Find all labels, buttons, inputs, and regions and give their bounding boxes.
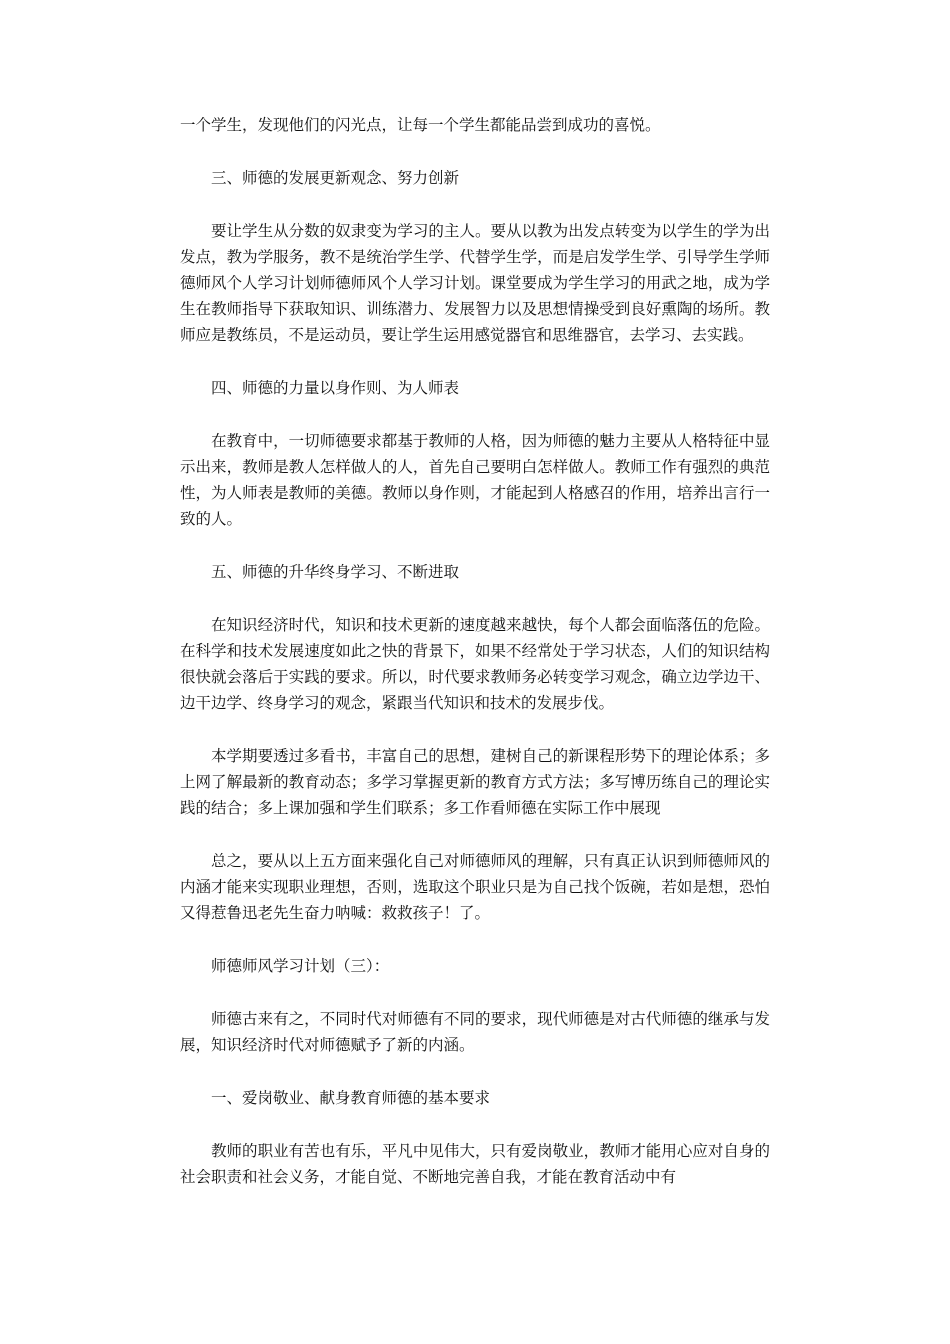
paragraph: 在知识经济时代，知识和技术更新的速度越来越快，每个人都会面临落伍的危险。在科学和技术发展速度如此之快的背景下，如果不经常处于学习状态，人们的知识结构很快就会落后于实践的要求。所以，时代要求教师务必转变学习观念，确立边学边干、边干边学、终身学习的观念，紧跟当代知识和技术的发展步伐。 [180,616,770,712]
paragraph-continued: 一个学生，发现他们的闪光点，让每一个学生都能品尝到成功的喜悦。 [180,116,661,134]
paragraph: 教师的职业有苦也有乐，平凡中见伟大，只有爱岗敬业，教师才能用心应对自身的社会职责和社会义务，才能自觉、不断地完善自我，才能在教育活动中有 [180,1142,770,1186]
paragraph: 师德古来有之，不同时代对师德有不同的要求，现代师德是对古代师德的继承与发展，知识经济时代对师德赋予了新的内涵。 [180,1010,770,1054]
paragraph: 在教育中，一切师德要求都基于教师的人格，因为师德的魅力主要从人格特征中显示出来，教师是教人怎样做人的人，首先自己要明白怎样做人。教师工作有强烈的典范性，为人师表是教师的美德。教师以身作则，才能起到人格感召的作用，培养出言行一致的人。 [180,432,770,528]
paragraph: 本学期要透过多看书，丰富自己的思想，建树自己的新课程形势下的理论体系；多上网了解最新的教育动态；多学习掌握更新的教育方式方法；多写博历练自己的理论实践的结合；多上课加强和学生们联系；多工作看师德在实际工作中展现 [180,747,770,817]
paragraph: 要让学生从分数的奴隶变为学习的主人。要从以教为出发点转变为以学生的学为出发点，教为学服务，教不是统治学生学、代替学生学，而是启发学生学、引导学生学师德师风个人学习计划师德师风个人学习计划。课堂要成为学生学习的用武之地，成为学生在教师指导下获取知识、训练潜力、发展智力以及思想情操受到良好熏陶的场所。教师应是教练员，不是运动员，要让学生运用感觉器官和思维器官，去学习、去实践。 [180,222,770,344]
document-page [180,112,770,1190]
section-heading-4: 四、师德的力量以身作则、为人师表 [211,379,460,397]
section-heading-3: 三、师德的发展更新观念、努力创新 [211,169,460,187]
paragraph: 总之，要从以上五方面来强化自己对师德师风的理解，只有真正认识到师德师风的内涵才能来实现职业理想，否则，选取这个职业只是为自己找个饭碗，若如是想，恐怕又得惹鲁迅老先生奋力呐喊：救救孩子！了。 [180,852,770,922]
section-heading-1: 一、爱岗敬业、献身教育师德的基本要求 [211,1089,491,1107]
subtitle-plan-3: 师德师风学习计划（三）： [211,957,390,975]
section-heading-5: 五、师德的升华终身学习、不断进取 [211,563,460,581]
